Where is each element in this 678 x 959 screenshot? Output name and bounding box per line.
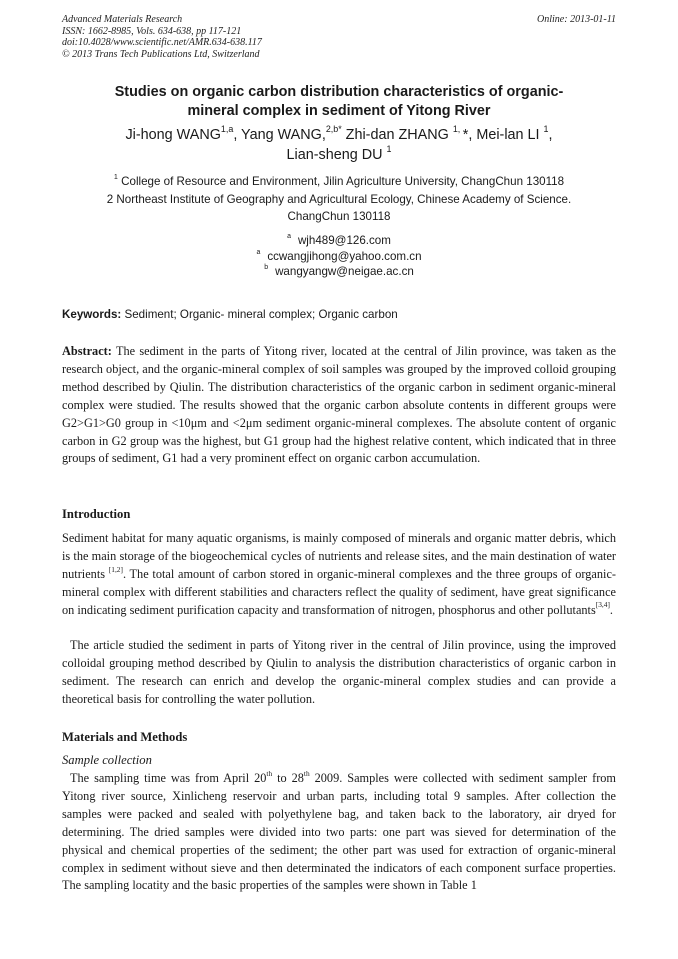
email-address: ccwangjihong@yahoo.com.cn bbox=[267, 249, 422, 263]
methods-text: to 28 bbox=[272, 771, 304, 785]
author-name: , Yang WANG, bbox=[233, 127, 326, 143]
email-list bbox=[62, 233, 616, 280]
affiliation-2-city: ChangChun 130118 bbox=[287, 210, 391, 223]
author-affil-sup: 1,a bbox=[220, 123, 234, 134]
abstract-text: The sediment in the parts of Yitong river, located at the central of Jilin province, was taken as the research object, and the organic-mineral complex of soil samples was grouped by the improved colloid grouping method described by Qiulin. The distribution characteristics of the organic carbon in sediment organic-mineral complex were studied. The results showed that the organic carbon absolute contents in different groups were G2>G1>G0 group in <10μm and <2μm sediment organic-mineral complexes. The absolute content of organic carbon in G2 group was the highest, but G1 group had the highest relative content, which indicated that in three groups of sediment, G1 had a very prominent effect on organic carbon accumulation. bbox=[62, 344, 616, 466]
author-list bbox=[62, 125, 616, 165]
methods-text: 2009. Samples were collected with sediment sampler from Yitong river source, Xinlicheng reservoir and urban parts, including total 9 samples. After collection the samples were packed and sealed with polyethylene bag, and taken back to the laboratory, air dryed for determining. The dried samples were divided into two parts: one part was sieved for determination of the physical and chemical properties of the sediment; the other part was used for extraction of organic-mineral complex in sediment without sieve and then determinated the indicators of each component surface properties. The sampling locatity and the basic properties of the samples were shown in Table 1 bbox=[62, 771, 616, 893]
abstract-label: Abstract: bbox=[62, 344, 112, 358]
author-name: Zhi-dan ZHANG bbox=[341, 127, 453, 143]
email-sup: b bbox=[264, 264, 269, 272]
author-separator: , bbox=[548, 127, 553, 143]
intro-text: Sediment habitat for many aquatic organisms, is mainly composed of minerals and organic matter debris, which is the main storage of the biogeochemical cycles of nutrients and release sites, and the main destination of water nutrients bbox=[62, 531, 616, 581]
journal-header bbox=[62, 14, 616, 60]
intro-text: . bbox=[609, 602, 613, 617]
author-name: *, Mei-lan LI bbox=[462, 127, 544, 143]
abstract bbox=[62, 343, 616, 468]
introduction-paragraph-2: The article studied the sediment in parts of Yitong river in the central of Jilin province, using the improved colloidal grouping method described by Qiulin to analysis the distribution characteristics of organic carbon in sediment. The research can enrich and develop the organic-mineral complex studies and can provide a theoretical basis for controlling the water pollution. bbox=[62, 638, 616, 706]
methods-text: The sampling time was from April 20 bbox=[70, 771, 267, 785]
affiliation-2: 2 Northeast Institute of Geography and Agricultural Ecology, Chinese Academy of Science. bbox=[106, 192, 572, 206]
methods-paragraph-1 bbox=[62, 770, 616, 895]
author-line-2 bbox=[62, 145, 616, 165]
online-date: Online: 2013-01-11 bbox=[537, 14, 616, 25]
author-affil-sup: 1 bbox=[386, 143, 392, 154]
affiliation-1 bbox=[62, 173, 616, 191]
journal-name: Advanced Materials Research bbox=[62, 14, 183, 25]
ordinal-sup: th bbox=[266, 768, 273, 778]
copyright-line: © 2013 Trans Tech Publications Ltd, Switzerland bbox=[62, 48, 260, 60]
keywords-text: Sediment; Organic- mineral complex; Organic carbon bbox=[121, 308, 398, 321]
issn-line: ISSN: 1662-8985, Vols. 634-638, pp 117-121 bbox=[62, 25, 242, 37]
author-affil-sup: 1 bbox=[543, 123, 549, 134]
email-3 bbox=[62, 264, 616, 280]
email-address: wangyangw@neigae.ac.cn bbox=[275, 265, 414, 278]
author-affil-sup: 2,b* bbox=[325, 123, 342, 134]
author-name: Ji-hong WANG bbox=[125, 127, 221, 143]
author-line-1 bbox=[62, 125, 616, 145]
keywords bbox=[62, 308, 622, 322]
paper-title bbox=[62, 83, 616, 121]
sample-collection-subheading: Sample collection bbox=[62, 753, 152, 767]
affil-sup: 1 bbox=[113, 172, 118, 182]
ordinal-sup: th bbox=[303, 768, 310, 778]
doi-line: doi:10.4028/www.scientific.net/AMR.634-638.117 bbox=[62, 37, 262, 48]
author-affil-sup: 1, bbox=[452, 123, 463, 134]
email-1 bbox=[62, 233, 616, 249]
author-name: Lian-sheng DU bbox=[286, 147, 387, 163]
email-2 bbox=[62, 249, 616, 265]
affiliations bbox=[62, 173, 616, 226]
introduction-heading: Introduction bbox=[62, 507, 131, 521]
affiliation-text: College of Resource and Environment, Jilin Agriculture University, ChangChun 130118 bbox=[117, 175, 565, 188]
introduction-paragraph-1 bbox=[62, 530, 616, 620]
intro-text: . The total amount of carbon stored in organic-mineral complexes and the three groups of organic-mineral complex with different stabilities and characters reflect the quality of sediment, have great significance on indicating sediment purification capacity and transformation of nitrogen, phosphorus and other pollutants bbox=[62, 566, 616, 617]
citation-ref: [3,4] bbox=[595, 600, 610, 610]
email-sup: a bbox=[256, 248, 261, 256]
email-sup: a bbox=[287, 233, 291, 241]
title-line-2: mineral complex in sediment of Yitong River bbox=[187, 103, 491, 119]
citation-ref: [1,2] bbox=[108, 564, 123, 574]
methods-heading: Materials and Methods bbox=[62, 730, 188, 744]
title-line-1: Studies on organic carbon distribution characteristics of organic- bbox=[114, 84, 564, 100]
email-address: wjh489@126.com bbox=[297, 234, 391, 247]
keywords-label: Keywords: bbox=[62, 308, 122, 321]
